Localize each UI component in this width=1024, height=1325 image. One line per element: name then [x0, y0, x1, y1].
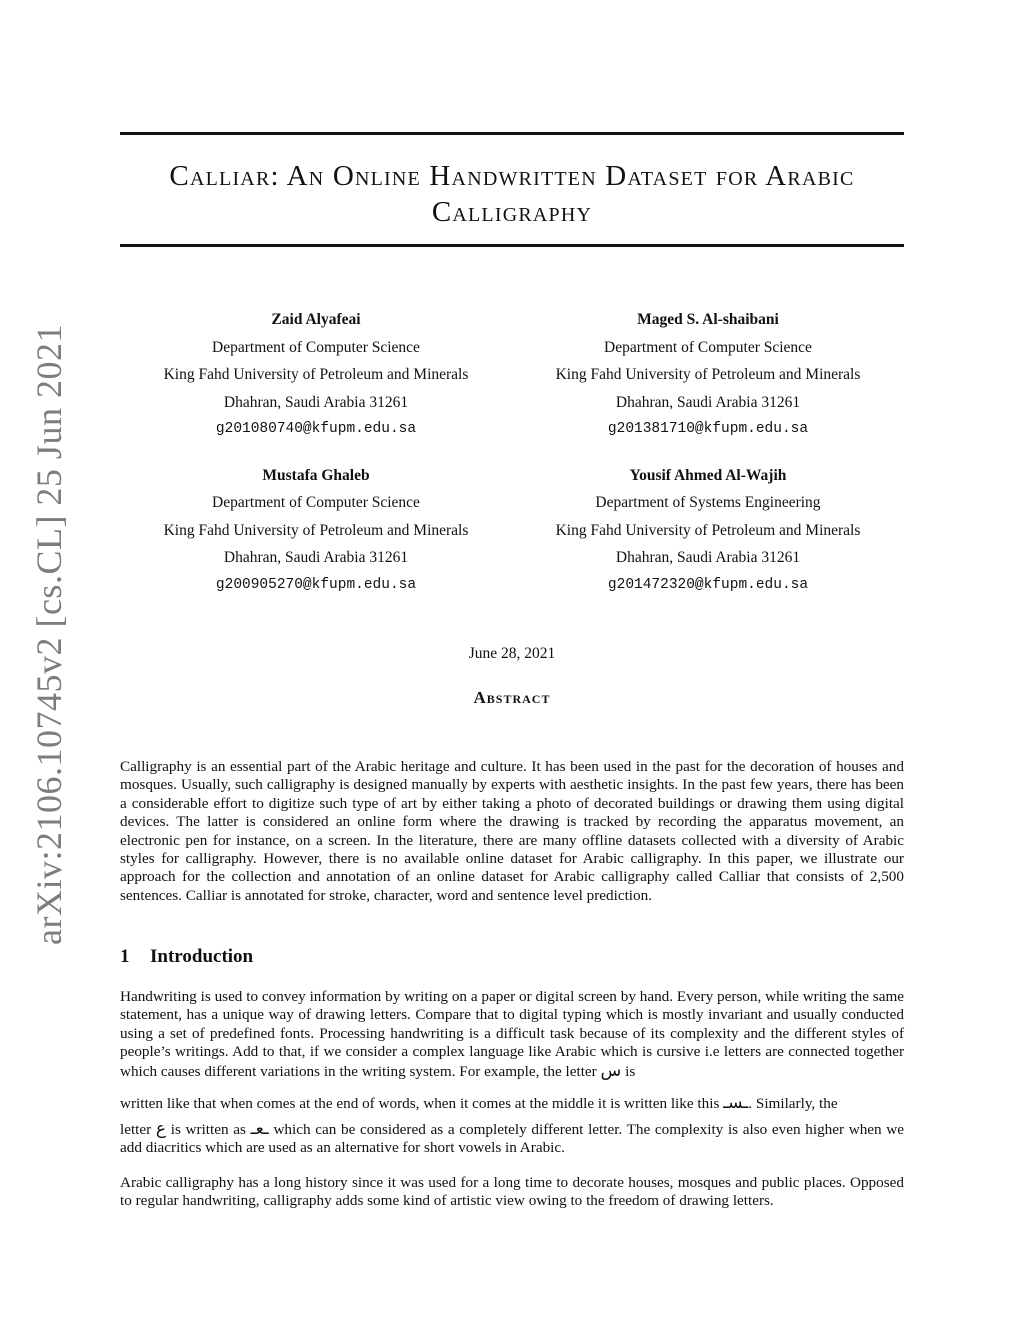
intro-p1-text-d: . Similarly, the [748, 1095, 838, 1112]
intro-p1-text-c: written like that when comes at the end of words, when it comes at the middle it is written like this [120, 1095, 720, 1112]
author-department: Department of Computer Science [212, 494, 420, 511]
author-block [120, 306, 904, 617]
author-name: Zaid Alyafeai [271, 311, 361, 328]
section-title: Introduction [150, 946, 254, 967]
intro-p1-text-f: is written as [170, 1121, 246, 1138]
author-email[interactable]: g201381710@kfupm.edu.sa [607, 421, 809, 437]
author-card [512, 462, 904, 600]
intro-paragraph-1-line-3 [120, 1120, 904, 1158]
paper-title [120, 158, 904, 230]
author-location: Dhahran, Saudi Arabia 31261 [615, 549, 801, 566]
intro-paragraph-1-line-2 [120, 1094, 904, 1113]
author-university: King Fahd University of Petroleum and Minerals [163, 521, 469, 539]
intro-paragraph-2: Arabic calligraphy has a long history since it was used for a long time to decorate houses, mosques and public places. Opposed to regular handwriting, calligraphy adds some kind of artistic view owing to the freedom of drawing letters. [120, 1174, 904, 1210]
author-card [512, 306, 904, 444]
author-email[interactable]: g201080740@kfupm.edu.sa [215, 421, 417, 437]
author-row-1 [120, 306, 904, 444]
arabic-letter-seen-medial: ـسـ [723, 1093, 749, 1113]
author-row-2 [120, 462, 904, 600]
arabic-letter-seen: س [600, 1060, 622, 1081]
abstract-heading: Abstract [473, 688, 551, 707]
author-department: Department of Computer Science [212, 338, 420, 356]
arabic-letter-ain-medial: ـعـ [250, 1119, 269, 1139]
section-heading-introduction [120, 946, 253, 968]
author-university: King Fahd University of Petroleum and Minerals [555, 521, 861, 539]
title-line-1: Calliar: An Online Handwritten Dataset for Arabic [169, 160, 855, 192]
author-email[interactable]: g200905270@kfupm.edu.sa [215, 576, 417, 593]
author-name: Maged S. Al-shaibani [637, 311, 779, 328]
author-card [120, 306, 512, 444]
abstract-text: Calligraphy is an essential part of the Arabic heritage and culture. It has been used in the past for the decoration of houses and mosques. Usually, such calligraphy is designed manually by experts with aesthetic insights. In the past few years, there has been a considerable effort to digitize such type of art by either taking a photo of decorated buildings or drawing them using digital devices. The latter is considered an online form where the drawing is tracked by recording the apparatus movement, an electronic pen for instance, on a screen. In the literature, there are many offline datasets collected with a diversity of Arabic styles for calligraphy. However, there is no available online dataset for Arabic calligraphy. In this paper, we illustrate our approach for the collection and annotation of an online dataset for Arabic calligraphy called Calliar that consists of 2,500 sentences. Calliar is annotated for stroke, character, word and sentence level prediction. [120, 758, 904, 904]
author-card [120, 462, 512, 600]
paper-date: June 28, 2021 [468, 645, 556, 662]
author-department: Department of Computer Science [604, 338, 812, 356]
arxiv-identifier[interactable]: arXiv:2106.10745v2 [cs.CL] 25 Jun 2021 [29, 324, 69, 945]
title-bottom-rule [120, 244, 904, 247]
intro-p1-text-g: which can be considered as a completely different letter. The complexity is also even higher when we add diacritics which are used as an alternative for short vowels in Arabic. [120, 1121, 905, 1157]
arabic-letter-ain: ع [155, 1119, 167, 1139]
title-line-2: Calligraphy [431, 196, 593, 228]
intro-p1-text-e: letter [120, 1121, 152, 1138]
intro-paragraph-1 [120, 988, 904, 1081]
intro-p1-text-a: Handwriting is used to convey information by writing on a paper or digital screen by hand. Every person, while writing the same statement, has a unique way of drawing letters. Compare that to digital typing which is mostly invariant and usually conducted using a set of predefined fonts. Processing handwriting is a difficult task because of its complexity and the different styles of people’s writings. Add to that, if we consider a complex language like Arabic which is cursive i.e letters are connected together which causes different variations in the writing system. For example, the letter [120, 988, 904, 1080]
title-top-rule [120, 132, 904, 135]
intro-p1-text-b: is [625, 1062, 636, 1080]
author-location: Dhahran, Saudi Arabia 31261 [223, 549, 409, 566]
author-department: Department of Systems Engineering [595, 494, 821, 511]
author-name: Mustafa Ghaleb [262, 466, 370, 484]
author-email[interactable]: g201472320@kfupm.edu.sa [607, 576, 809, 593]
author-university: King Fahd University of Petroleum and Minerals [555, 366, 861, 383]
author-location: Dhahran, Saudi Arabia 31261 [223, 393, 409, 411]
author-name: Yousif Ahmed Al-Wajih [629, 466, 787, 484]
section-number: 1 [120, 946, 130, 967]
author-location: Dhahran, Saudi Arabia 31261 [615, 393, 801, 411]
author-university: King Fahd University of Petroleum and Minerals [163, 366, 469, 383]
